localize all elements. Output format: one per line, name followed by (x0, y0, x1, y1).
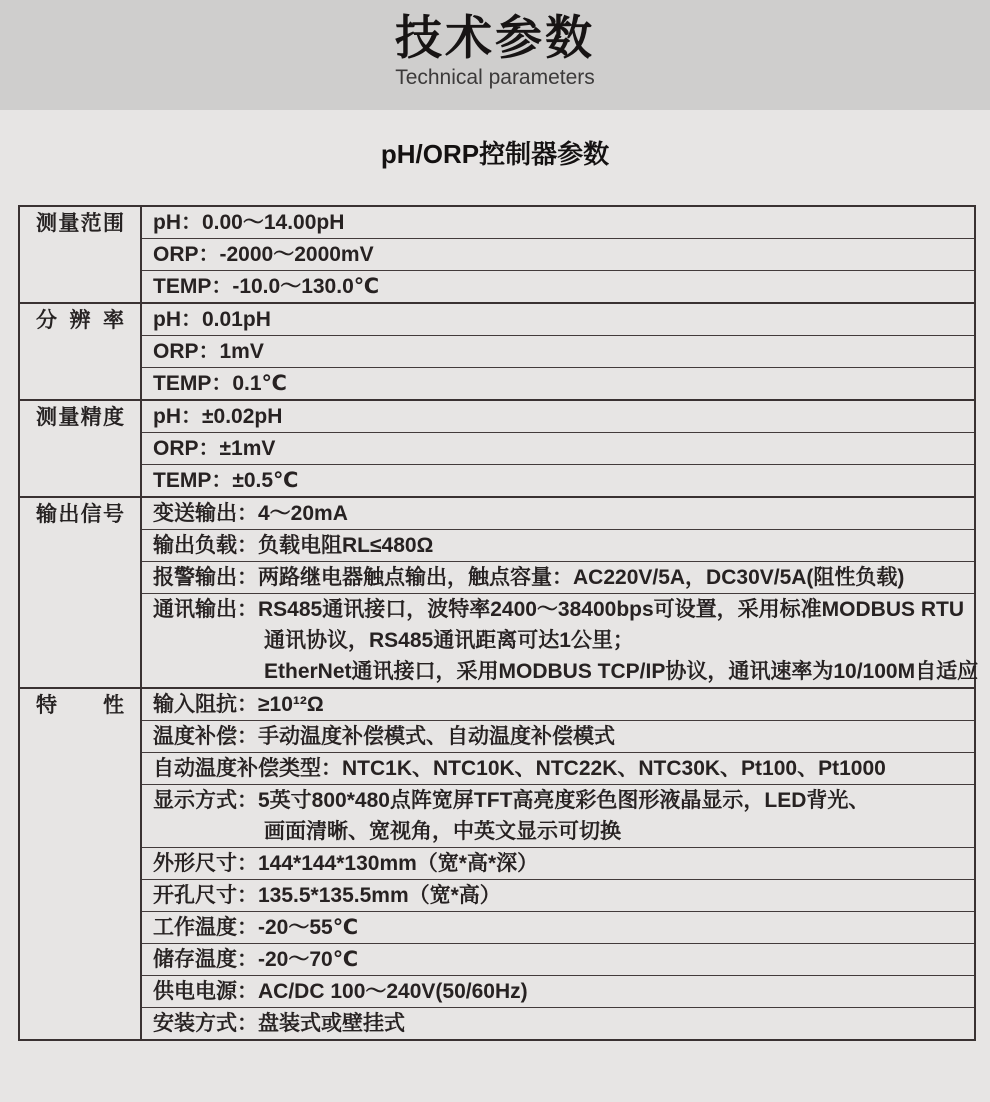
row-outer-dimensions (142, 847, 974, 879)
spec-line: EtherNet通讯接口，采用MODBUS TCP/IP协议，通讯速率为10/100M自适应 (264, 660, 979, 683)
group-label-cell (20, 207, 142, 302)
group-label: 测量精度 (36, 406, 124, 429)
group-label: 输出信号 (36, 503, 124, 526)
spec-line: pH：0.00～14.00pH (153, 211, 345, 234)
spec-line: pH：0.01pH (153, 308, 271, 331)
section-title: pH/ORP控制器参数 (380, 139, 610, 169)
group-features (20, 687, 974, 1039)
group-label-cell (20, 498, 142, 687)
row-ph-range (142, 207, 974, 238)
spec-line: 输出负载：负载电阻RL≤480Ω (153, 534, 434, 557)
row-comm-output (142, 593, 979, 687)
spec-line: 变送输出：4～20mA (153, 502, 348, 525)
group-label-cell (20, 304, 142, 399)
group-accuracy (20, 399, 974, 496)
group-label: 分辨率 (36, 309, 124, 332)
row-temp-range (142, 270, 974, 302)
group-label-cell (20, 689, 142, 1039)
spec-line: 工作温度：-20～55℃ (153, 916, 359, 939)
row-ph-resolution (142, 304, 974, 335)
row-display-mode (142, 784, 974, 847)
group-measuring-range (20, 207, 974, 302)
row-temp-accuracy (142, 464, 974, 496)
group-rows (142, 207, 974, 302)
spec-line: ORP：1mV (153, 340, 264, 363)
spec-line: 通讯协议，RS485通讯距离可达1公里； (264, 629, 634, 652)
row-temp-resolution (142, 367, 974, 399)
group-rows (142, 689, 974, 1039)
spec-line: 安装方式：盘装式或壁挂式 (153, 1012, 405, 1035)
group-rows (142, 304, 974, 399)
spec-line: TEMP：-10.0～130.0℃ (153, 275, 380, 298)
spec-line: 温度补偿：手动温度补偿模式、自动温度补偿模式 (153, 725, 615, 748)
row-working-temp (142, 911, 974, 943)
row-orp-accuracy (142, 432, 974, 464)
group-label: 测量范围 (36, 212, 124, 235)
spec-line: 画面清晰、宽视角，中英文显示可切换 (264, 820, 621, 843)
spec-line: 通讯输出：RS485通讯接口，波特率2400～38400bps可设置，采用标准MODBUS RTU (153, 598, 964, 621)
spec-line: 开孔尺寸：135.5*135.5mm（宽*高） (153, 884, 501, 907)
row-storage-temp (142, 943, 974, 975)
row-auto-temp-comp-type (142, 752, 974, 784)
spec-line: TEMP：±0.5℃ (153, 469, 299, 492)
group-label: 特性 (36, 694, 124, 717)
spec-line: ORP：-2000～2000mV (153, 243, 374, 266)
page-title: 技术参数 (395, 11, 595, 64)
row-input-impedance (142, 689, 974, 720)
row-mounting (142, 1007, 974, 1039)
row-cutout-dimensions (142, 879, 974, 911)
spec-line: 自动温度补偿类型：NTC1K、NTC10K、NTC22K、NTC30K、Pt100、Pt1000 (153, 757, 886, 780)
group-output-signal (20, 496, 979, 687)
row-output-load (142, 529, 974, 561)
row-power-supply (142, 975, 974, 1007)
row-ph-accuracy (142, 401, 974, 432)
row-transmit-output (142, 498, 974, 529)
group-rows (142, 401, 974, 496)
group-resolution (20, 302, 974, 399)
header-band (0, 0, 990, 110)
spec-line: 供电电源：AC/DC 100～240V(50/60Hz) (153, 980, 528, 1003)
row-orp-resolution (142, 335, 974, 367)
group-rows (142, 498, 979, 687)
spec-line: 储存温度：-20～70℃ (153, 948, 359, 971)
spec-line: TEMP：0.1℃ (153, 372, 287, 395)
spec-line: 报警输出：两路继电器触点输出，触点容量：AC220V/5A，DC30V/5A(阻性负载) (153, 566, 905, 589)
group-label-cell (20, 401, 142, 496)
spec-line: 输入阻抗：≥10¹²Ω (153, 693, 324, 716)
spec-line: 显示方式：5英寸800*480点阵宽屏TFT高亮度彩色图形液晶显示，LED背光、 (153, 789, 870, 812)
row-orp-range (142, 238, 974, 270)
spec-line: pH：±0.02pH (153, 405, 283, 428)
spec-line: 外形尺寸：144*144*130mm（宽*高*深） (153, 852, 539, 875)
page-subtitle: Technical parameters (395, 65, 595, 89)
row-temp-compensation (142, 720, 974, 752)
spec-table (18, 205, 979, 1041)
row-alarm-output (142, 561, 974, 593)
spec-line: ORP：±1mV (153, 437, 276, 460)
